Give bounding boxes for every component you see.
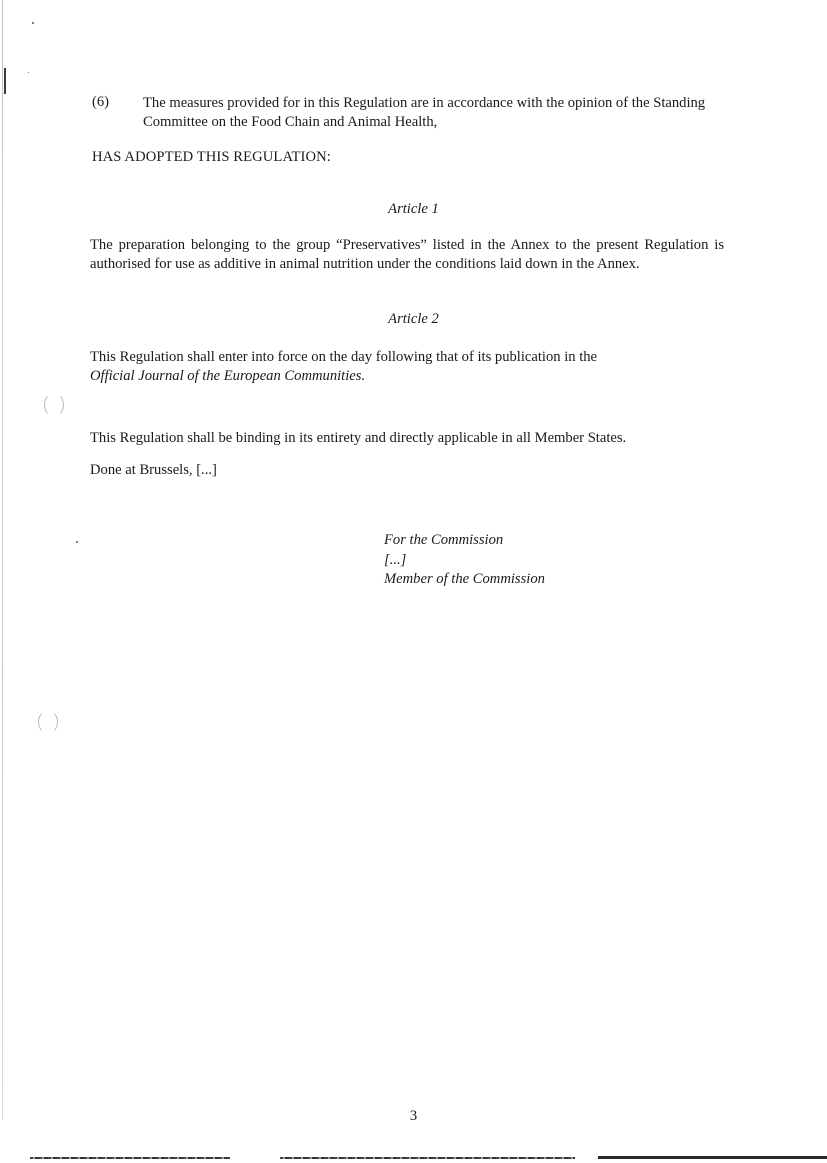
article-2-journal-name: Official Journal of the European Communities. [90,368,366,384]
scan-speck [32,22,34,24]
scan-bottom-line [280,1157,575,1159]
punch-hole-mark [38,710,58,734]
punch-hole-mark [44,393,64,417]
article-2-text-line1: This Regulation shall enter into force on the day following that of its publication in the [90,349,598,365]
article-1-text: The preparation belonging to the group “Preservatives” listed in the Annex to the present Regulation is authorised for use as additive in animal nutrition under the conditions laid down in the Annex. [90,237,724,272]
page-number: 3 [409,1108,418,1124]
scan-edge-mark [4,68,6,94]
article-1-title: Article 1 [388,201,439,217]
signature-for-commission: For the Commission [384,532,504,548]
article-2-text [90,348,724,386]
adopted-heading: HAS ADOPTED THIS REGULATION: [92,149,331,165]
scan-speck [76,541,78,543]
scan-bottom-line [598,1156,827,1159]
binding-statement: This Regulation shall be binding in its entirety and directly applicable in all Member States. [90,430,627,446]
scan-edge-line [2,0,3,1120]
scan-speck [28,72,29,73]
recital-number: (6) [92,94,110,110]
signature-name-placeholder: [...] [384,551,407,568]
scan-bottom-line [30,1157,230,1159]
done-at-line: Done at Brussels, [...] [90,462,217,478]
signature-role: Member of the Commission [384,571,545,587]
recital-text: The measures provided for in this Regulation are in accordance with the opinion of the Standing Committee on the Food Chain and Animal Health, [143,95,706,130]
signature-block [384,531,545,590]
article-2-title: Article 2 [388,311,439,327]
